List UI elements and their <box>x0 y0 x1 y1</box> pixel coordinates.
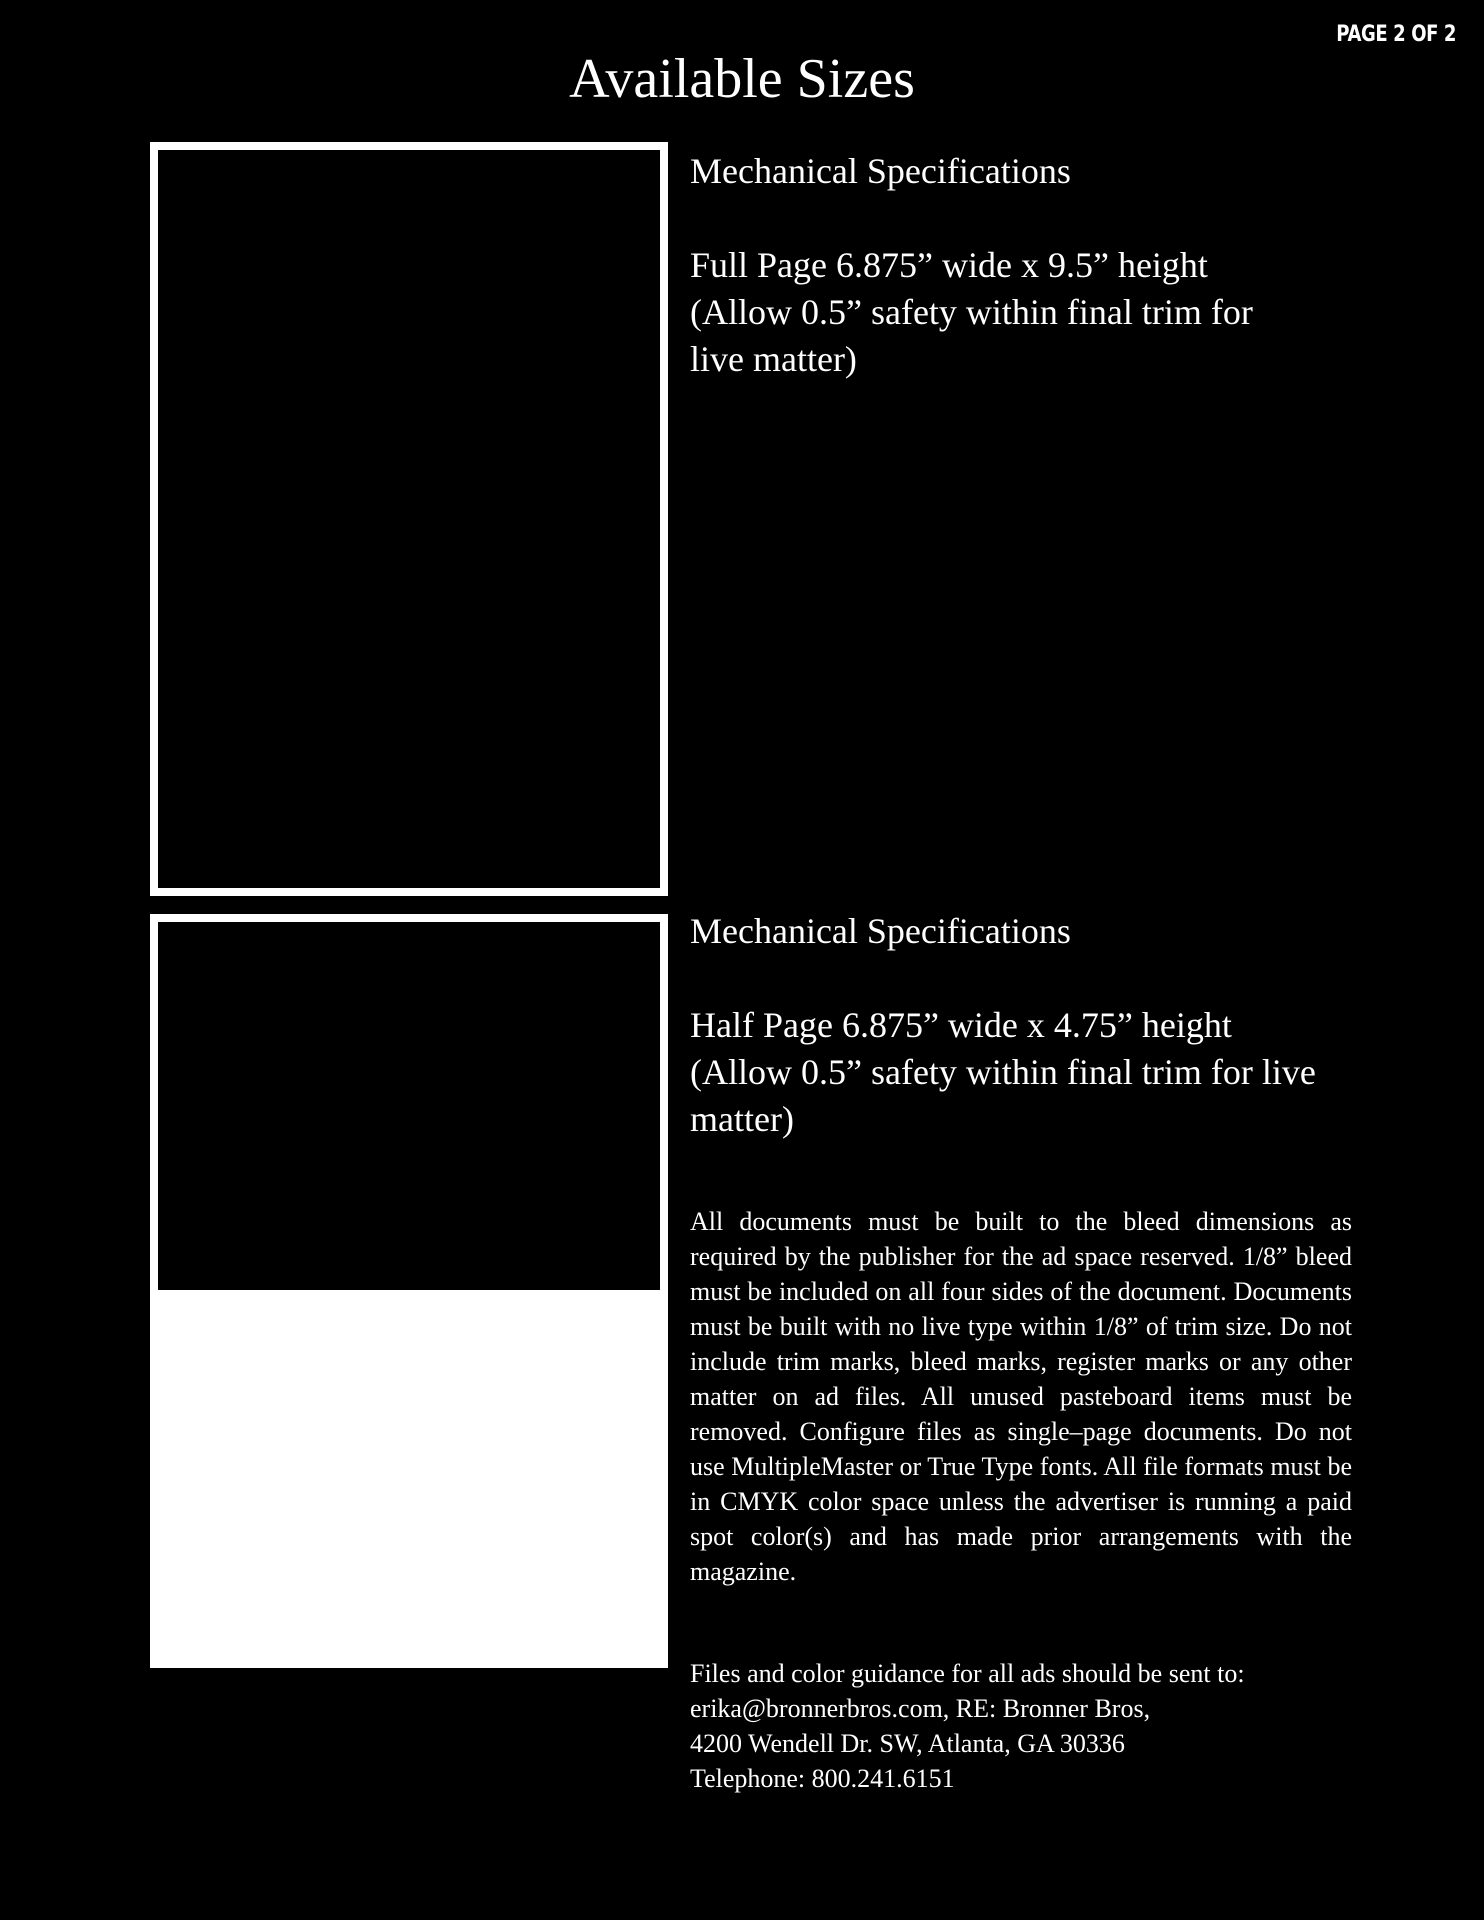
half-page-size-diagram <box>150 914 668 1668</box>
full-page-specs-heading: Mechanical Specifications <box>690 151 1071 191</box>
half-page-specs-description: Half Page 6.875” wide x 4.75” height (Allow 0.5” safety within final trim for live matter) <box>690 1005 1316 1139</box>
page-number-label: PAGE 2 OF 2 <box>1336 22 1456 47</box>
file-requirements-paragraph: All documents must be built to the bleed dimensions as required by the publisher for the ad space reserved. 1/8” bleed must be included on all four sides of the document. Documents must be built with no live type within 1/8” of trim size. Do not include trim marks, bleed marks, register marks or any other matter on ad files. All unused pasteboard items must be removed. Configure files as single–page documents. Do not use MultipleMaster or True Type fonts. All file formats must be in CMYK color space unless the advertiser is running a paid spot color(s) and has made prior arrangements with the magazine. <box>690 1207 1352 1586</box>
half-page-specs-heading: Mechanical Specifications <box>690 911 1071 951</box>
contact-address: 4200 Wendell Dr. SW, Atlanta, GA 30336 <box>690 1729 1125 1758</box>
half-page-specs <box>690 908 1390 1139</box>
contact-instructions: Files and color guidance for all ads should be sent to: <box>690 1659 1245 1688</box>
full-page-specs <box>690 148 1390 379</box>
half-page-ad-area <box>158 922 660 1290</box>
contact-email[interactable]: erika@bronnerbros.com, RE: Bronner Bros, <box>690 1694 1151 1723</box>
contact-telephone: Telephone: 800.241.6151 <box>690 1764 955 1793</box>
full-page-specs-description: Full Page 6.875” wide x 9.5” height (Allow 0.5” safety within final trim for live matter) <box>690 245 1253 379</box>
contact-info <box>690 1656 1390 1796</box>
page-title: Available Sizes <box>569 48 915 110</box>
full-page-size-diagram <box>150 142 668 896</box>
